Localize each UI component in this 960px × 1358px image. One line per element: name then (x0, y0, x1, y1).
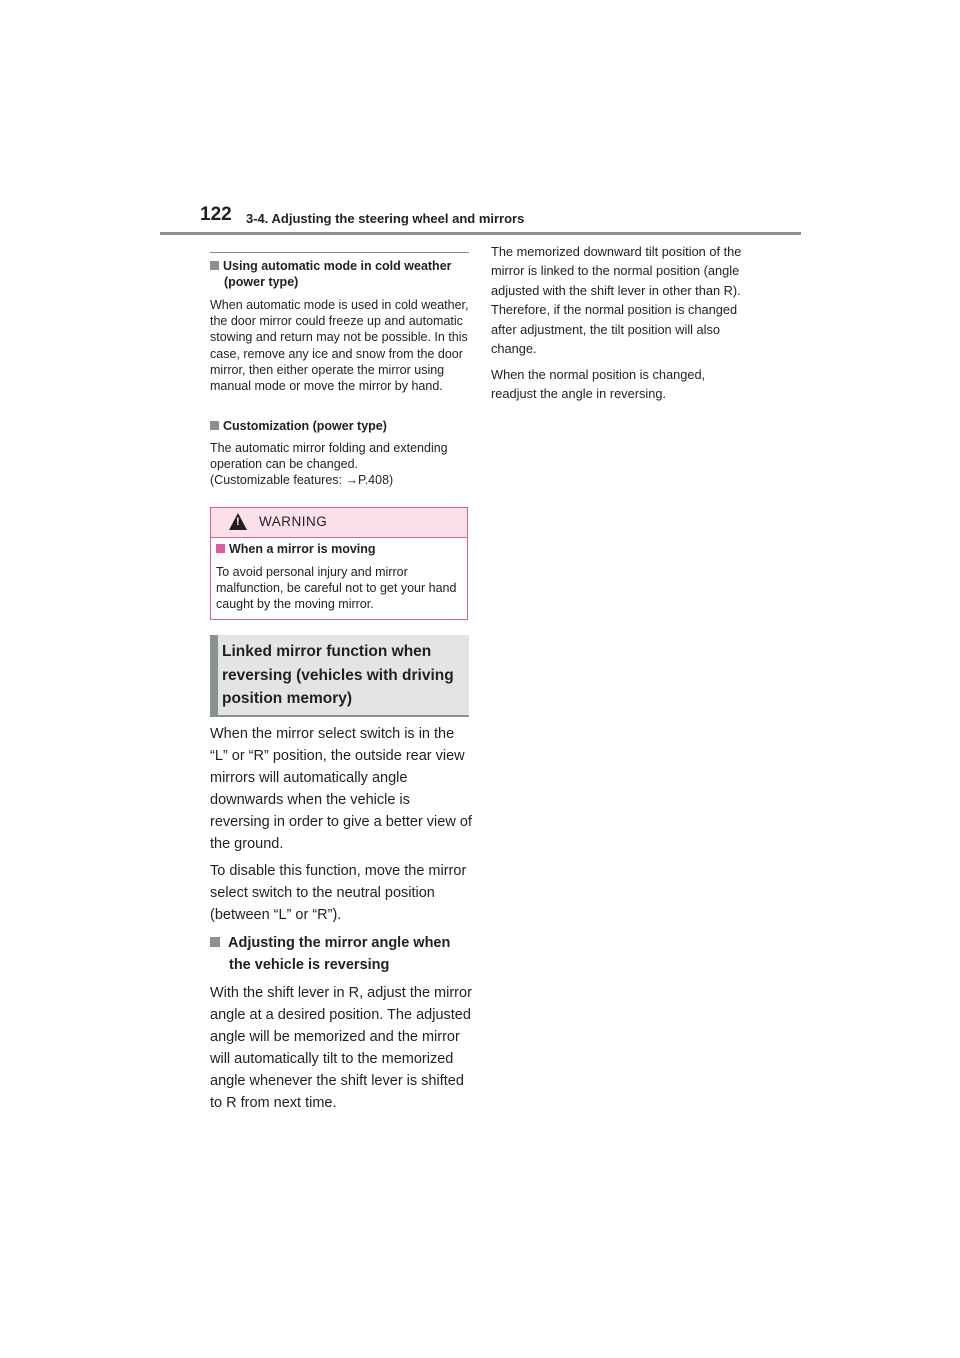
memorized-tilt-text: The memorized downward tilt position of the mirror is linked to the normal position (angle adjusted with the shift lever in other than R). Therefore, if the normal position is changed after adjustment, the tilt position will also change. (491, 244, 742, 357)
warning-title: WARNING (259, 514, 328, 529)
disable-function-text: To disable this function, move the mirror select switch to the neutral position (between “L” or “R”). (210, 863, 467, 923)
warning-box (210, 507, 468, 620)
top-rule (210, 252, 469, 253)
customization-heading: Customization (power type) (210, 418, 472, 434)
customization-reference: (Customizable features: →P.408) (210, 473, 394, 488)
cold-weather-text: When automatic mode is used in cold weather, the door mirror could freeze up and automatic stowing and return may not be possible. In this case, remove any ice and snow from the door mirror, then either operate the mirror using manual mode or move the mirror by hand. (210, 298, 469, 394)
customization-text: The automatic mirror folding and extending operation can be changed. (Customizable features: →P.408) (210, 440, 472, 489)
adjust-angle-heading: Adjusting the mirror angle when the vehicle is reversing (210, 932, 472, 976)
square-bullet-icon (216, 544, 225, 553)
square-bullet-icon (210, 421, 219, 430)
page-number: 122 (200, 204, 232, 225)
warning-text: To avoid personal injury and mirror malfunction, be careful not to get your hand caught by the moving mirror. (216, 565, 457, 611)
header-rule (160, 232, 801, 235)
readjust-text: When the normal position is changed, readjust the angle in reversing. (491, 367, 706, 402)
adjust-angle-text: With the shift lever in R, adjust the mirror angle at a desired position. The adjusted angle will be memorized and the mirror will automatically tilt to the memorized angle whenever the shift lever is shifted to R from next time. (210, 985, 472, 1111)
square-bullet-icon (210, 937, 220, 947)
linked-mirror-heading-box (210, 635, 469, 717)
linked-mirror-text: When the mirror select switch is in the “L” or “R” position, the outside rear view mirrors will automatically angle downwards when the vehicle is reversing in order to give a better view of the ground. (210, 726, 472, 852)
cold-weather-heading: Using automatic mode in cold weather (power type) (210, 258, 472, 290)
square-bullet-icon (210, 261, 219, 270)
section-title: 3-4. Adjusting the steering wheel and mirrors (246, 211, 525, 226)
warning-subheading: When a mirror is moving (216, 542, 376, 556)
exclamation-icon: ! (236, 516, 240, 528)
warning-header (211, 508, 467, 538)
linked-mirror-heading: Linked mirror function when reversing (vehicles with driving position memory) (222, 643, 454, 707)
heading-accent-bar (210, 635, 218, 715)
